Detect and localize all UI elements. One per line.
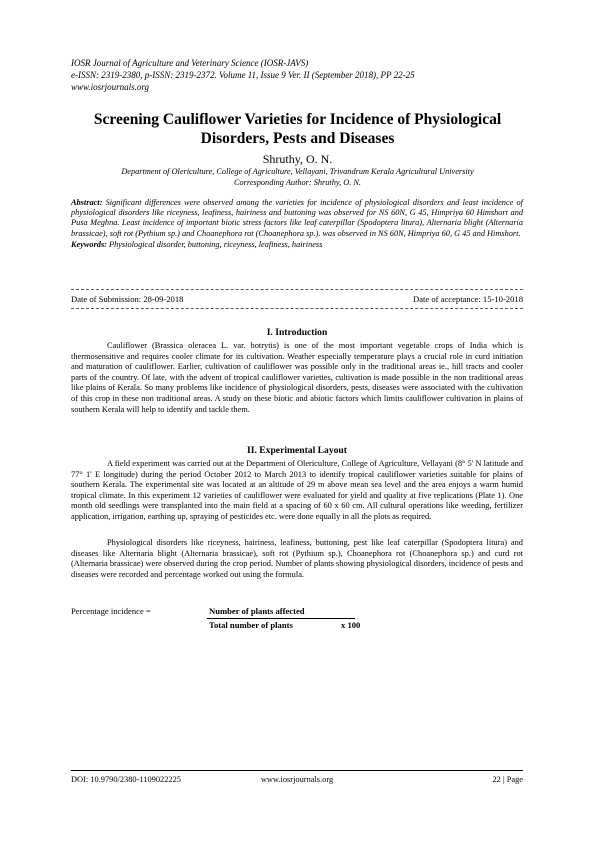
- journal-name: IOSR Journal of Agriculture and Veterinary Science (IOSR-JAVS): [71, 58, 309, 68]
- title-line-1: Screening Cauliflower Varieties for Incidence of Physiological: [93, 111, 502, 128]
- keywords-label: Keywords:: [71, 240, 107, 249]
- dashed-divider-bottom: [71, 308, 523, 309]
- corresponding-author: Corresponding Author: Shruthy, O. N.: [234, 177, 361, 187]
- formula-multiplier: x 100: [341, 620, 361, 630]
- footer-rule: [71, 770, 523, 771]
- formula-label: Percentage incidence =: [71, 606, 151, 616]
- section-heading-introduction: I. Introduction: [266, 327, 328, 338]
- abstract-text: Significant differences were observed among the varieties for incidence of physiological disorders and least incidence of physiological disorders like riceyness, leafiness, hairiness and buttoning was observed for NS 60N, G 45, Himpriya 60 Himshort and Pusa Meghna. Least incidence of important biotic stress factors like leaf caterpillar (Spodoptera litura), Alternaria blight (Alternaria brassicae), soft rot (Pythium sp.) and Choanephora rot (Choanephora sp.). was observed in NS 60N, Himpriya 60, G 45 and Himshort.: [71, 198, 523, 238]
- abstract-label: Abstract:: [71, 198, 103, 207]
- formula-denominator: Total number of plants: [209, 620, 293, 630]
- journal-issn: e-ISSN: 2319-2380, p-ISSN: 2319-2372. Volume 11, Issue 9 Ver. II (September 2018), PP 22-25: [71, 70, 415, 80]
- experimental-text-2: Physiological disorders like riceyness, hairiness, leafiness, buttoning, pest like leaf caterpillar (Spodoptera litura) and diseases like Alternaria blight (Alternaria brassicae), soft rot (Pythium sp.), Choanephora rot (Choanephora sp.) and curd rot (Alternaria brassicae) were observed during the crop period. Number of plants showing physiological disorders, incidence of pests and diseases were recorded and percentage worked out using the formula.: [71, 538, 523, 579]
- experimental-text-1: A field experiment was carried out at the Department of Olericulture, College of Agriculture, Vellayani (8° 5' N latitude and 77° 1' E longitude) during the period October 2012 to March 2013 to identify tropical cauliflower varieties suitable for plains of southern Kerala. The experimental site was located at an altitude of 29 m above mean sea level and the area enjoys a warm humid tropical climate. In this experiment 12 varieties of cauliflower were evaluated for yield and quality at five replications (Plate 1). One month old seedlings were transplanted into the main field at a spacing of 60 x 60 cm. All cultural operations like weeding, fertilizer application, irrigation, earthing up, spraying of pesticides etc. were done equally in all the plots as required.: [71, 459, 523, 521]
- introduction-text: Cauliflower (Brassica oleracea L. var. botrytis) is one of the most important vegetable crops of India which is thermosensitive and requires cooler climate for its cultivation. Weather especially temperature plays a crucial role in curd initiation and maturation of cauliflower. Earlier, cultivation of cauliflower was possible only in the traditional areas ie., hill tracts and cooler parts of the country. Of late, with the advent of tropical cauliflower varieties, cultivation is made possible in the non traditional areas like plains of Kerala. So many problems like incidence of physiological disorders, pests, diseases were associated with the cultivation of this crop in these non traditional areas. A study on these biotic and abiotic factors which limits cauliflower cultivation in plains of southern Kerala will help to identify and tackle them.: [71, 341, 523, 414]
- title-line-2: Disorders, Pests and Diseases: [200, 130, 395, 147]
- footer-doi: DOI: 10.9790/2380-1109022225: [71, 775, 181, 784]
- section-heading-experimental-layout: II. Experimental Layout: [247, 445, 347, 456]
- journal-url: www.iosrjournals.org: [71, 82, 150, 92]
- journal-header: [71, 57, 531, 93]
- percentage-formula: [71, 606, 523, 636]
- abstract: [71, 198, 523, 239]
- formula-numerator: Number of plants affected: [209, 606, 305, 616]
- paper-title: [60, 110, 535, 148]
- submission-date: Date of Submission: 28-09-2018: [71, 294, 184, 304]
- footer-site: www.iosrjournals.org: [260, 775, 334, 784]
- page-footer: [71, 774, 523, 785]
- introduction-paragraph: [71, 341, 523, 415]
- acceptance-date: Date of acceptance: 15-10-2018: [413, 294, 523, 304]
- affiliation-department: Department of Olericulture, College of Agriculture, Vellayani, Trivandrum Kerala Agricultural University: [121, 167, 474, 176]
- experimental-paragraph-2: [71, 538, 523, 580]
- keywords-text: Physiological disorder, buttoning, riceyness, leafiness, hairiness: [109, 240, 323, 249]
- author-name: Shruthy, O. N.: [262, 152, 333, 166]
- experimental-paragraph-1: [71, 459, 523, 523]
- dashed-divider-top: [71, 289, 523, 290]
- affiliation: [60, 167, 535, 188]
- keywords: [71, 240, 523, 250]
- footer-page-number: 22 | Page: [492, 775, 523, 784]
- fraction-bar: [207, 618, 355, 619]
